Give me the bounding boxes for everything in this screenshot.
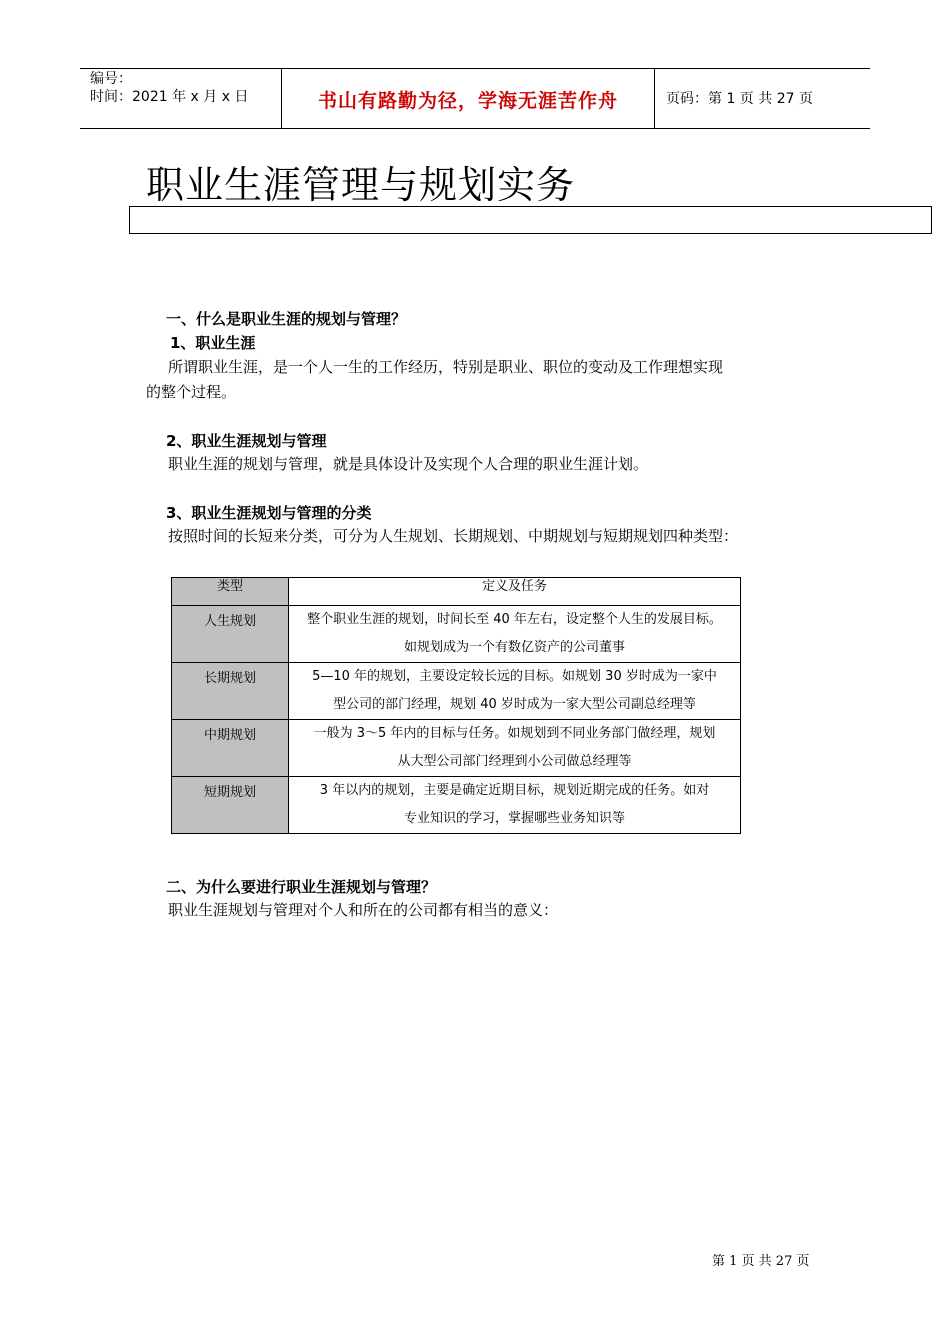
paragraph: 的整个过程。 (146, 383, 237, 401)
section-heading: 一、什么是职业生涯的规划与管理？ (166, 310, 407, 328)
number-label: 编号： (90, 71, 132, 87)
header-motto: 书山有路勤为径，学海无涯苦作舟 (317, 90, 618, 112)
table-cell-text: 从大型公司部门经理到小公司做总经理等 (397, 754, 632, 769)
planning-types-table (171, 577, 741, 834)
paragraph: 职业生涯规划与管理对个人和所在的公司都有相当的意义： (168, 901, 559, 919)
table-header-cell: 类型 (172, 578, 289, 606)
date-label: 时间：2021 年 x 月 x 日 (90, 89, 249, 105)
page-footer: 第 1 页 共 27 页 (712, 1254, 810, 1269)
paragraph: 所谓职业生涯，是一个人一生的工作经历，特别是职业、职位的变动及工作理想实现 (168, 358, 724, 376)
table-cell-text: 3 年以内的规划，主要是确定近期目标，规划近期完成的任务。如对 (319, 783, 710, 798)
subsection-heading: 2、职业生涯规划与管理 (166, 432, 327, 450)
table-row (172, 606, 741, 663)
header-divider (654, 68, 655, 129)
table-cell-type: 人生规划 (203, 614, 256, 629)
table-cell-text: 型公司的部门经理，规划 40 岁时成为一家大型公司副总经理等 (333, 697, 696, 712)
table-row (172, 663, 741, 720)
table-cell-text: 如规划成为一个有数亿资产的公司董事 (403, 640, 625, 655)
page-title: 职业生涯管理与规划实务 (146, 163, 576, 207)
header-top-rule (80, 68, 870, 69)
table-row (172, 720, 741, 777)
table-cell-text: 整个职业生涯的规划，时间长至 40 年左右，设定整个人生的发展目标。 (307, 612, 722, 627)
table-header-row (172, 578, 741, 606)
header-info (90, 70, 248, 106)
table-cell-text: 一般为 3～5 年内的目标与任务。如规划到不同业务部门做经理，规划 (313, 726, 716, 741)
table-row (172, 777, 741, 834)
header-page-label: 页码：第 1 页 共 27 页 (666, 91, 813, 107)
paragraph: 按照时间的长短来分类，可分为人生规划、长期规划、中期规划与短期规划四种类型： (168, 527, 739, 545)
table-cell-text: 专业知识的学习，掌握哪些业务知识等 (403, 811, 625, 826)
paragraph: 职业生涯的规划与管理，就是具体设计及实现个人合理的职业生涯计划。 (168, 455, 649, 473)
subsection-heading: 3、职业生涯规划与管理的分类 (166, 504, 372, 522)
table-cell-type: 中期规划 (203, 728, 256, 743)
table-cell-type: 长期规划 (203, 671, 256, 686)
section-heading: 二、为什么要进行职业生涯规划与管理？ (166, 878, 437, 896)
table-cell-text: 5—10 年的规划，主要设定较长远的目标。如规划 30 岁时成为一家中 (312, 669, 717, 684)
table-header-cell: 定义及任务 (289, 578, 741, 606)
header-bottom-rule (80, 128, 870, 129)
title-underline-box (129, 206, 932, 234)
subsection-heading: 1、职业生涯 (170, 334, 256, 352)
table-cell-type: 短期规划 (203, 785, 256, 800)
